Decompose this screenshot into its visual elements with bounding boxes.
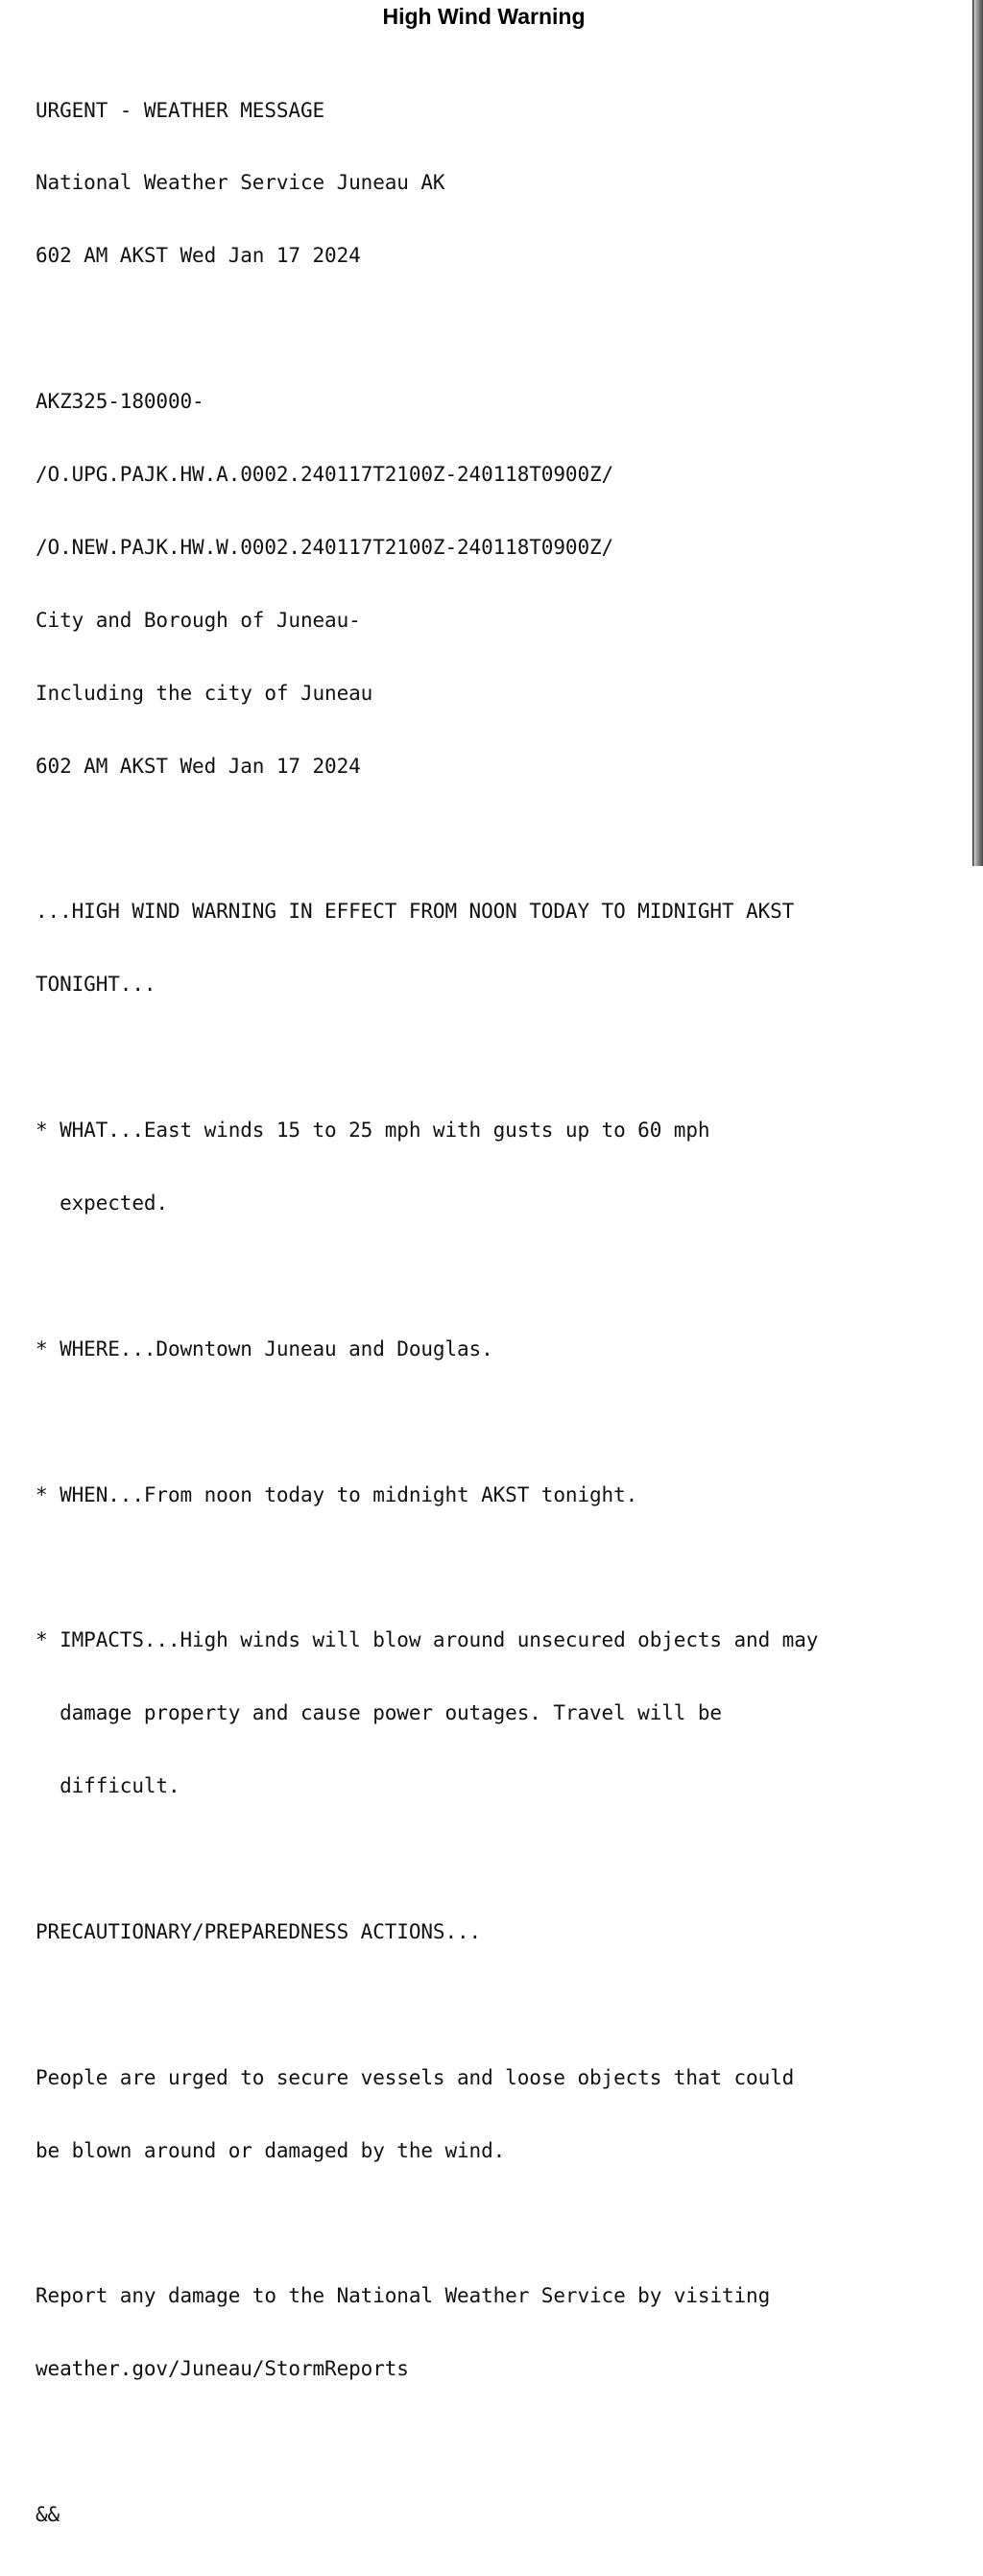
bulletin-line-including: Including the city of Juneau (36, 681, 373, 705)
bulletin-line-secure-cont: be blown around or damaged by the wind. (36, 2138, 506, 2162)
bulletin-line-report: Report any damage to the National Weather Service by visiting (36, 2284, 771, 2308)
page-title: High Wind Warning (382, 4, 586, 29)
bulletin-line-vtec-new: /O.NEW.PAJK.HW.W.0002.240117T2100Z-240118T0900Z/ (36, 535, 614, 559)
bulletin-line-impacts-cont: damage property and cause power outages. Travel will be (36, 1701, 722, 1725)
bulletin-line-headline-cont: TONIGHT... (36, 973, 156, 997)
bulletin-line-what: * WHAT...East winds 15 to 25 mph with gusts up to 60 mph (36, 1119, 710, 1143)
bulletin-line-actions-heading: PRECAUTIONARY/PREPAREDNESS ACTIONS... (36, 1919, 482, 1943)
bulletin-line-office: National Weather Service Juneau AK (36, 171, 445, 195)
bulletin-line-when: * WHEN...From noon today to midnight AKST tonight. (36, 1482, 638, 1506)
storm-reports-link[interactable]: weather.gov/Juneau/StormReports (36, 2357, 409, 2381)
bulletin-line-ugc: AKZ325-180000- (36, 390, 204, 414)
bulletin-line-zone: City and Borough of Juneau- (36, 608, 361, 632)
bulletin-line-blank (36, 1264, 957, 1288)
bulletin-line-blank (36, 317, 957, 341)
bulletin-line-blank (36, 1993, 957, 2017)
bulletin-line-blank (36, 1410, 957, 1434)
bulletin-line-headline: ...HIGH WIND WARNING IN EFFECT FROM NOON TODAY TO MIDNIGHT AKST (36, 900, 795, 924)
bulletin-line-issued: 602 AM AKST Wed Jan 17 2024 (36, 244, 361, 268)
window-edge-shadow (972, 0, 983, 866)
bulletin-line-end-marker: && (36, 2502, 60, 2526)
bulletin-line-blank (36, 2211, 957, 2235)
bulletin-line-what-cont: expected. (36, 1191, 168, 1215)
bulletin-line-issued-2: 602 AM AKST Wed Jan 17 2024 (36, 754, 361, 778)
bulletin-line-blank (36, 1555, 957, 1579)
bulletin-line-blank (36, 828, 957, 852)
bulletin-line-blank (36, 1847, 957, 1871)
bulletin-text (36, 50, 957, 2576)
bulletin-line-urgent: URGENT - WEATHER MESSAGE (36, 98, 325, 122)
bulletin-line-impacts: * IMPACTS...High winds will blow around unsecured objects and may (36, 1628, 819, 1652)
bulletin-line-vtec-upgrade: /O.UPG.PAJK.HW.A.0002.240117T2100Z-240118T0900Z/ (36, 463, 614, 487)
bulletin-line-blank (36, 1046, 957, 1070)
bulletin-line-secure: People are urged to secure vessels and loose objects that could (36, 2065, 795, 2089)
bulletin-line-blank (36, 2430, 957, 2454)
bulletin-line-where: * WHERE...Downtown Juneau and Douglas. (36, 1336, 493, 1360)
bulletin-line-impacts-cont-2: difficult. (36, 1774, 180, 1798)
